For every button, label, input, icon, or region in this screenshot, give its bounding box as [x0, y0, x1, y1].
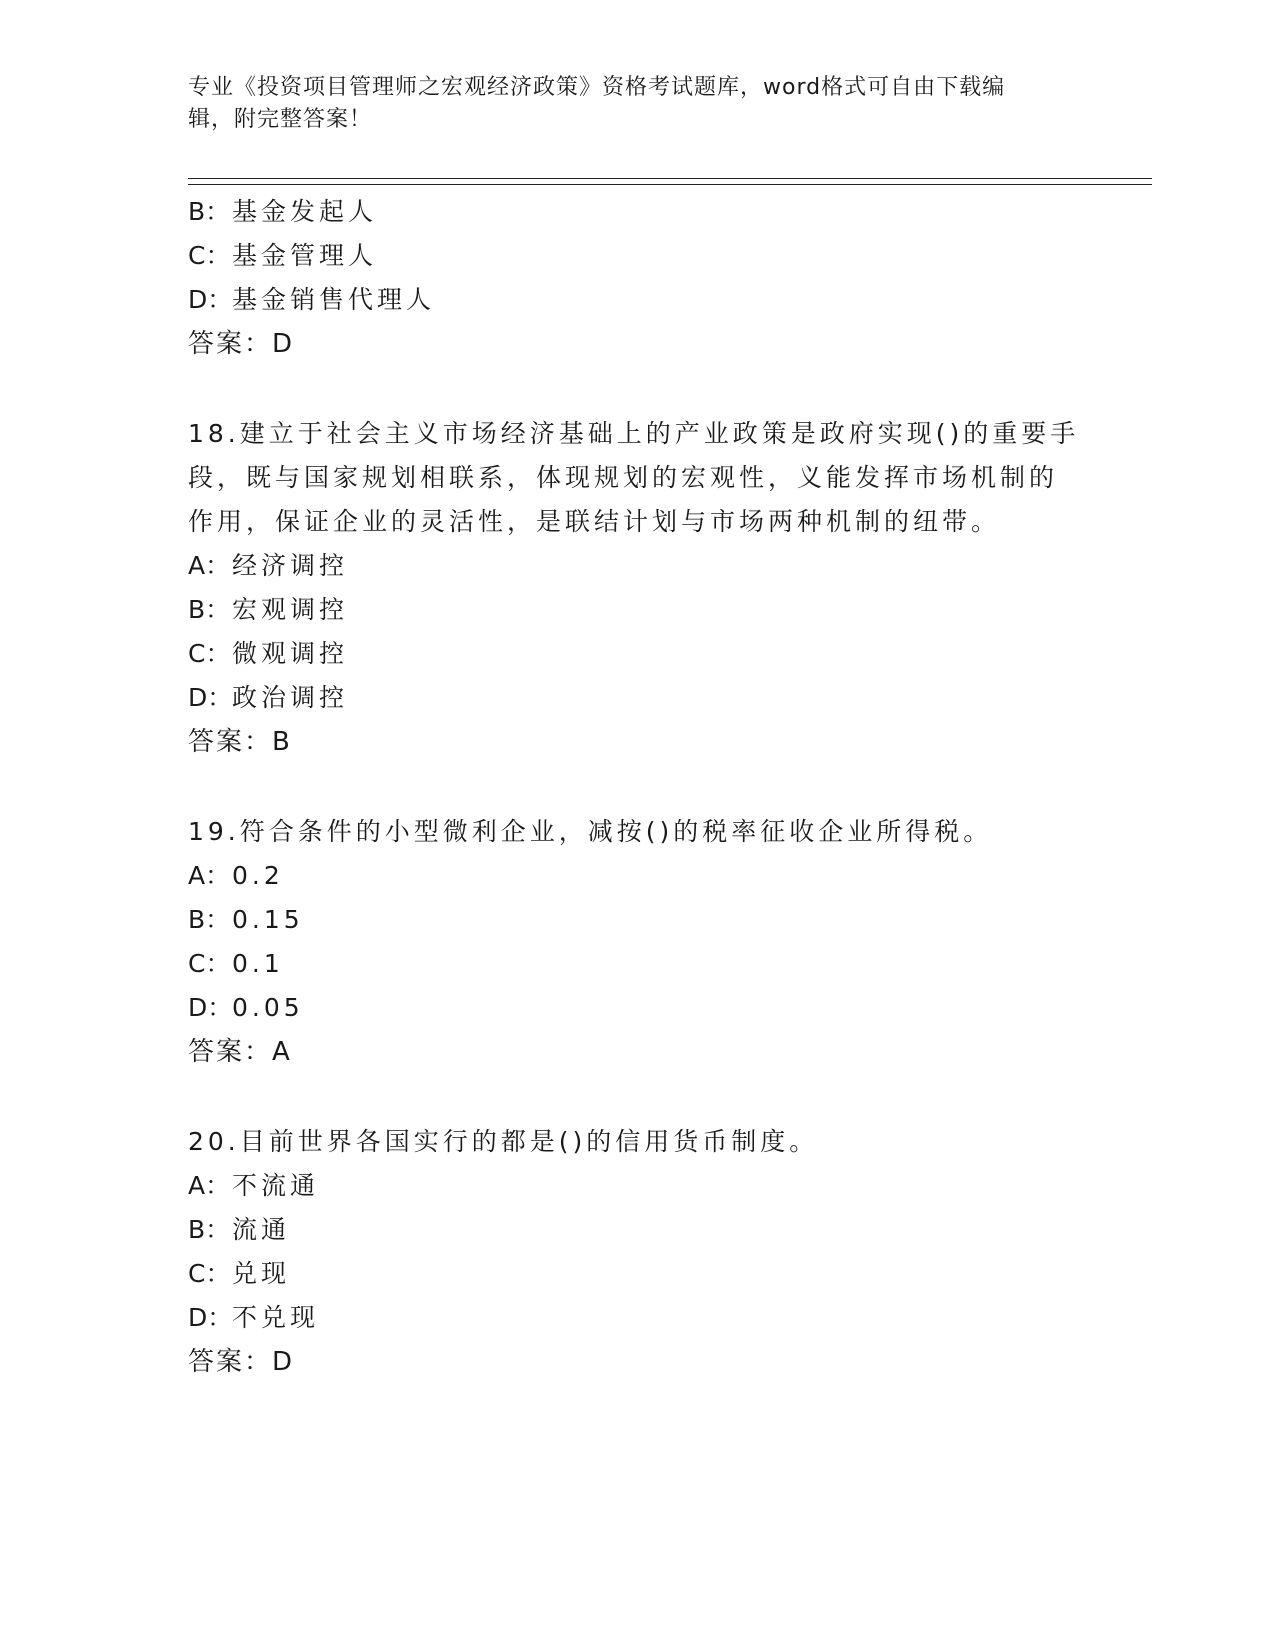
option-letter: B：: [188, 595, 231, 624]
option-text: 基金发起人: [232, 197, 378, 226]
answer-label: 答案：: [188, 1037, 273, 1067]
option-text: 经济调控: [232, 551, 349, 580]
option-letter: B：: [188, 1215, 231, 1244]
option-text: 不流通: [232, 1171, 320, 1200]
option-letter: A：: [188, 551, 231, 580]
q20-option-d: [188, 1302, 319, 1334]
answer-value: B: [272, 727, 290, 757]
q20-option-a: [188, 1170, 319, 1202]
q19-option-c: [188, 948, 284, 980]
option-text: 0.05: [232, 993, 304, 1022]
option-text: 0.2: [232, 861, 284, 890]
q19-stem-line-1: 19.符合条件的小型微利企业，减按()的税率征收企业所得税。: [188, 817, 993, 846]
option-text: 微观调控: [232, 639, 349, 668]
header-line-2: 辑，附完整答案！: [188, 107, 373, 132]
q20-option-b: [188, 1214, 290, 1246]
q18-option-a: [188, 550, 348, 582]
q18-option-c: [188, 638, 348, 670]
option-letter: B：: [188, 197, 231, 226]
header-line-1: 专业《投资项目管理师之宏观经济政策》资格考试题库，word格式可自由下载编: [188, 75, 1006, 100]
q18-stem-line-1: 18.建立于社会主义市场经济基础上的产业政策是政府实现()的重要手: [188, 419, 1080, 448]
option-letter: D：: [188, 285, 233, 314]
option-letter: A：: [188, 1171, 231, 1200]
q17-option-b: [188, 196, 377, 228]
q19-answer: [188, 1036, 290, 1068]
option-text: 宏观调控: [232, 595, 349, 624]
q19-option-d: [188, 992, 304, 1024]
q18-option-d: [188, 682, 348, 714]
option-letter: C：: [188, 1259, 231, 1288]
q17-option-c: [188, 240, 377, 272]
option-text: 基金销售代理人: [232, 285, 436, 314]
option-letter: C：: [188, 949, 231, 978]
option-letter: C：: [188, 639, 231, 668]
option-text: 0.1: [232, 949, 284, 978]
page-header: [188, 72, 1078, 136]
answer-label: 答案：: [188, 329, 273, 359]
q18-answer: [188, 726, 290, 758]
option-text: 基金管理人: [232, 241, 378, 270]
q18-stem-line-3: 作用，保证企业的灵活性，是联结计划与市场两种机制的纽带。: [188, 507, 1001, 536]
q19-option-a: [188, 860, 284, 892]
option-letter: D：: [188, 1303, 233, 1332]
q20-option-c: [188, 1258, 290, 1290]
answer-label: 答案：: [188, 1347, 273, 1377]
q20-stem-line-1: 20.目前世界各国实行的都是()的信用货币制度。: [188, 1127, 819, 1156]
answer-value: A: [272, 1037, 290, 1067]
option-text: 政治调控: [232, 683, 349, 712]
q18-option-b: [188, 594, 348, 626]
option-letter: A：: [188, 861, 231, 890]
option-text: 不兑现: [232, 1303, 320, 1332]
answer-value: D: [272, 1347, 293, 1377]
option-letter: C：: [188, 241, 231, 270]
option-text: 0.15: [232, 905, 304, 934]
header-rule-bottom: [188, 184, 1152, 185]
q19-option-b: [188, 904, 304, 936]
answer-value: D: [272, 329, 293, 359]
option-letter: D：: [188, 683, 233, 712]
q17-option-d: [188, 284, 435, 316]
option-letter: B：: [188, 905, 231, 934]
option-text: 兑现: [232, 1259, 291, 1288]
header-rule-top: [188, 178, 1152, 179]
q17-answer: [188, 328, 292, 360]
q20-answer: [188, 1346, 292, 1378]
q18-stem-line-2: 段，既与国家规划相联系，体现规划的宏观性，义能发挥市场机制的: [188, 463, 1059, 492]
answer-label: 答案：: [188, 727, 273, 757]
option-letter: D：: [188, 993, 233, 1022]
option-text: 流通: [232, 1215, 291, 1244]
